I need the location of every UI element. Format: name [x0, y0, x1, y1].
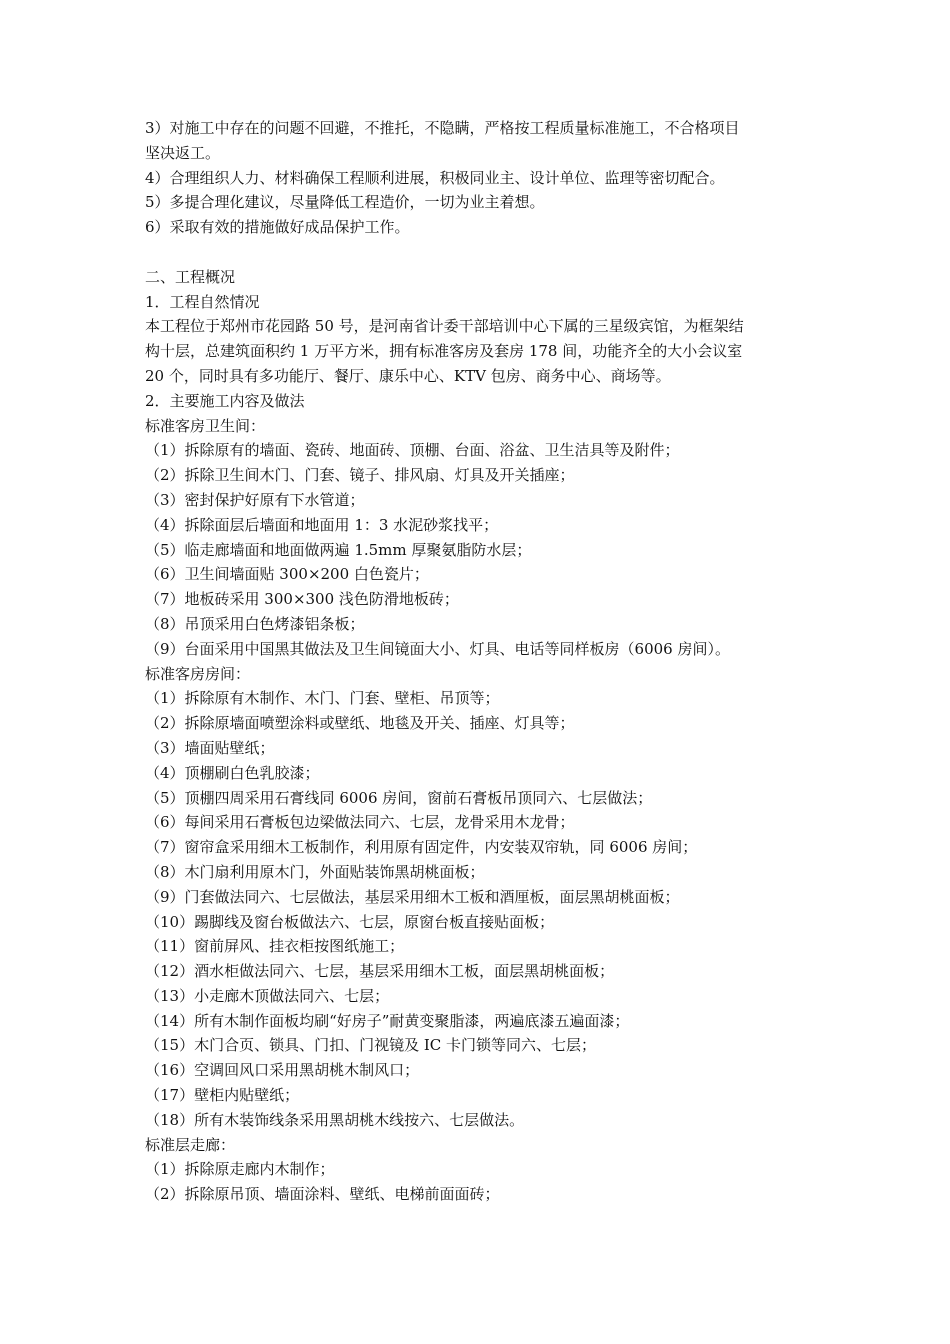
list-item: （8）木门扇利用原木门，外面贴装饰黑胡桃面板； — [145, 862, 485, 881]
intro-list — [145, 116, 815, 240]
list-item: （10）踢脚线及窗台板做法六、七层，原窗台板直接贴面板； — [145, 912, 555, 931]
list-heading: 标准层走廊： — [145, 1135, 236, 1154]
list-item: （13）小走廊木顶做法同六、七层； — [145, 986, 390, 1005]
list-item: （12）酒水柜做法同六、七层，基层采用细木工板，面层黑胡桃面板； — [145, 962, 615, 981]
list-item: （17）壁柜内贴壁纸； — [145, 1086, 300, 1105]
list-item: （14）所有木制作面板均刷“好房子”耐黄变聚脂漆，两遍底漆五遍面漆； — [145, 1011, 630, 1030]
list-item: （1）拆除原走廊内木制作； — [145, 1160, 335, 1179]
list-item: （7）地板砖采用 300×300 浅色防滑地板砖； — [145, 590, 459, 609]
overview-section — [145, 265, 815, 414]
paragraph-line: 构十层，总建筑面积约 1 万平方米，拥有标准客房及套房 178 间，功能齐全的大小会议室 — [145, 342, 743, 361]
intro-line: 坚决返工。 — [145, 143, 221, 162]
subsection-heading: 2．主要施工内容及做法 — [145, 391, 305, 410]
list-item: （6）每间采用石膏板包边梁做法同六、七层，龙骨采用木龙骨； — [145, 813, 575, 832]
bathroom-section — [145, 414, 815, 662]
list-item: （4）顶棚刷白色乳胶漆； — [145, 763, 320, 782]
intro-line: 5）多提合理化建议，尽量降低工程造价，一切为业主着想。 — [145, 193, 545, 212]
list-heading: 标准客房房间： — [145, 664, 251, 683]
subsection-heading: 1．工程自然情况 — [145, 292, 260, 311]
list-item: （9）台面采用中国黑其做法及卫生间镜面大小、灯具、电话等同样板房（6006 房间）。 — [145, 639, 730, 658]
list-item: （9）门套做法同六、七层做法，基层采用细木工板和酒厘板，面层黑胡桃面板； — [145, 887, 680, 906]
blank-line — [145, 240, 815, 265]
list-item: （5）临走廊墙面和地面做两遍 1.5mm 厚聚氨脂防水层； — [145, 540, 532, 559]
list-item: （1）拆除原有的墙面、瓷砖、地面砖、顶棚、台面、浴盆、卫生洁具等及附件； — [145, 441, 680, 460]
intro-line: 6）采取有效的措施做好成品保护工作。 — [145, 218, 410, 237]
corridor-section — [145, 1133, 815, 1207]
list-item: （5）顶棚四周采用石膏线同 6006 房间，窗前石膏板吊顶同六、七层做法； — [145, 788, 653, 807]
list-item: （8）吊顶采用白色烤漆铝条板； — [145, 614, 365, 633]
list-item: （2）拆除原墙面喷塑涂料或壁纸、地毯及开关、插座、灯具等； — [145, 714, 575, 733]
list-item: （16）空调回风口采用黑胡桃木制风口； — [145, 1061, 420, 1080]
list-item: （15）木门合页、锁具、门扣、门视镜及 IC 卡门锁等同六、七层； — [145, 1036, 597, 1055]
list-item: （7）窗帘盒采用细木工板制作，利用原有固定件，内安装双帘轨，同 6006 房间； — [145, 838, 698, 857]
list-item: （18）所有木装饰线条采用黑胡桃木线按六、七层做法。 — [145, 1110, 525, 1129]
list-item: （11）窗前屏风、挂衣柜按图纸施工； — [145, 937, 405, 956]
list-item: （3）密封保护好原有下水管道； — [145, 490, 365, 509]
paragraph-line: 本工程位于郑州市花园路 50 号，是河南省计委干部培训中心下属的三星级宾馆，为框架结 — [145, 317, 744, 336]
list-item: （2）拆除卫生间木门、门套、镜子、排风扇、灯具及开关插座； — [145, 466, 575, 485]
list-item: （1）拆除原有木制作、木门、门套、壁柜、吊顶等； — [145, 689, 500, 708]
room-section — [145, 662, 815, 1133]
list-item: （3）墙面贴壁纸； — [145, 738, 275, 757]
paragraph-line: 20 个，同时具有多功能厅、餐厅、康乐中心、KTV 包房、商务中心、商场等。 — [145, 366, 671, 385]
section-heading: 二、工程概况 — [145, 267, 236, 286]
intro-line: 4）合理组织人力、材料确保工程顺利进展，积极同业主、设计单位、监理等密切配合。 — [145, 168, 725, 187]
list-item: （4）拆除面层后墙面和地面用 1：3 水泥砂浆找平； — [145, 515, 499, 534]
intro-line: 3）对施工中存在的问题不回避，不推托，不隐瞒，严格按工程质量标准施工，不合格项目 — [145, 119, 740, 137]
document-page — [145, 116, 815, 1207]
list-heading: 标准客房卫生间： — [145, 416, 266, 435]
list-item: （2）拆除原吊顶、墙面涂料、壁纸、电梯前面面砖； — [145, 1185, 500, 1204]
list-item: （6）卫生间墙面贴 300×200 白色瓷片； — [145, 565, 429, 584]
